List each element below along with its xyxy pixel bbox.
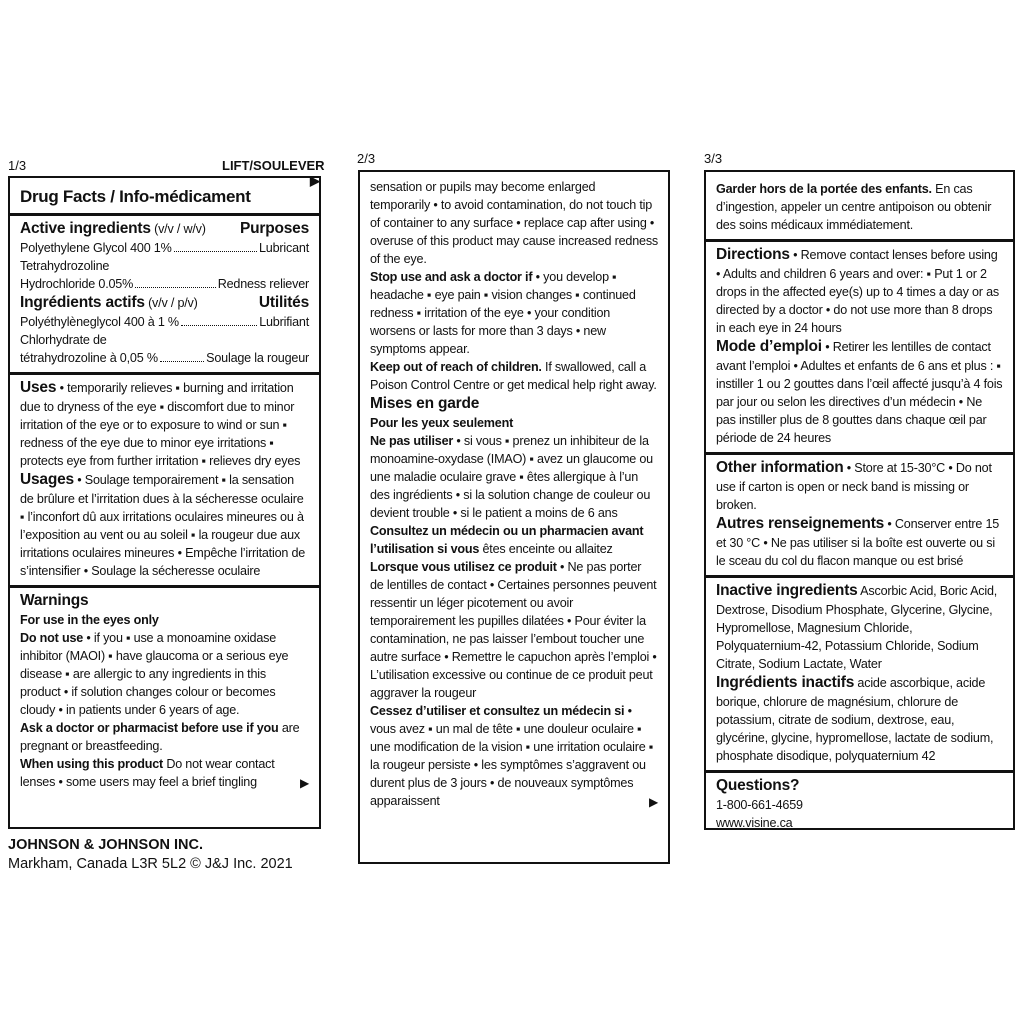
uses-text: • temporarily relieves ▪ burning and irritation due to dryness of the eye ▪ discomfort due to minor irritation of the eye or to exposure to wind or sun ▪ redness of the eye due to minor eye irritations ▪ protects eye from further irritation ▪ relieves dry eyes: [20, 381, 301, 468]
autres-renseignements-heading: Autres renseignements: [716, 515, 885, 532]
directions-paragraph: [716, 245, 1003, 337]
stop-use-text: • you develop ▪ headache ▪ eye pain ▪ vision changes ▪ continued redness ▪ irritation of the eye • your condition worsens or lasts for more than 3 days • new symptoms appear.: [370, 270, 636, 356]
uses-paragraph: [20, 378, 309, 470]
warnings-section: [10, 588, 319, 796]
garder-text: En cas d’ingestion, appeler un centre antipoison ou obtenir des soins médicaux immédiatement.: [716, 182, 992, 232]
lorsque-text: • Ne pas porter de lentilles de contact • Certaines personnes peuvent ressentir un léger picotement ou avoir temporairement les pupilles dilatées • Pour éviter la contamination, ne pas laisser l’embout toucher une autre surface • Remettre le capuchon après l’emploi • L’utilisation excessive ou continue de ce produit peut aggraver la rougeur: [370, 560, 657, 700]
active-ingredients-heading: Active ingredients: [20, 220, 151, 237]
uses-section: [10, 375, 319, 588]
warnings-continued-section: [360, 172, 668, 815]
questions-section: [706, 773, 1013, 837]
warnings-heading: Warnings: [20, 592, 89, 609]
ingredient-purpose: Lubricant: [258, 241, 309, 255]
when-using-label: When using this product: [20, 757, 164, 771]
mode-emploi-paragraph: [716, 337, 1003, 447]
do-not-use-paragraph: [20, 629, 309, 719]
ask-doctor-label: Ask a doctor or pharmacist before use if you: [20, 721, 279, 735]
ingredient-row: [20, 275, 309, 293]
ingredients-inactifs-paragraph: [716, 673, 1003, 765]
directions-text: • Remove contact lenses before using • Adults and children 6 years and over: ▪ Put 1 or 2 drops in the affected eye(s) up to 4 times a day or as directed by a doctor • do not use more than 8 drops in each eye in 24 hours: [716, 248, 999, 335]
actifs-header-row: [20, 293, 309, 313]
ingredients-inactifs-heading: Ingrédients inactifs: [716, 674, 855, 691]
ingredient-name: Polyethylene Glycol 400 1%: [20, 241, 172, 255]
do-not-use-text: • if you ▪ use a monoamine oxidase inhibitor (MAOI) ▪ have glaucoma or a serious eye disease ▪ are allergic to any ingredients in this product • if solution changes colour or becomes cloudy • in patients under 6 years of age.: [20, 631, 289, 717]
directions-section: [706, 242, 1013, 455]
company-name: JOHNSON & JOHNSON INC.: [8, 837, 203, 853]
ingredients-inactifs-text: acide ascorbique, acide borique, chlorure de magnésium, chlorure de potassium, citrate de sodium, dextrose, eau, glycérine, glycine, hypromellose, lactate de sodium, phosphate disodique, polyquaternium 42: [716, 676, 994, 763]
drug-facts-panel-1: [8, 176, 321, 829]
ask-doctor-paragraph: [20, 719, 309, 755]
yeux-seulement-note: Pour les yeux seulement: [370, 416, 514, 430]
questions-heading: Questions?: [716, 777, 800, 794]
ingredient-purpose: Lubrifiant: [259, 315, 309, 329]
ingredient-purpose: Soulage la rougeur: [206, 351, 309, 365]
ingredient-purpose: Redness reliever: [217, 277, 309, 291]
company-address: Markham, Canada L3R 5L2 © J&J Inc. 2021: [8, 856, 293, 872]
page-number-2: 2/3: [357, 151, 376, 166]
when-using-paragraph: [20, 755, 309, 791]
page-number-3: 3/3: [704, 151, 723, 166]
autres-renseignements-text: • Conserver entre 15 et 30 °C • Ne pas utiliser si la boîte est ouverte ou si le sceau du col du flacon manque ou est brisé: [716, 517, 1000, 568]
website-url: www.visine.ca: [716, 816, 793, 830]
drug-facts-title: Drug Facts / Info-médicament: [20, 187, 251, 206]
lorsque-label: Lorsque vous utilisez ce produit: [370, 560, 557, 574]
usages-paragraph: [20, 470, 309, 580]
autres-renseignements-paragraph: [716, 514, 1003, 570]
consultez-paragraph: [370, 522, 658, 558]
usages-text: • Soulage temporairement ▪ la sensation de brûlure et l’irritation dues à la sécheresse oculaire ▪ l’inconfort dû aux irritations oculaires mineures ou à l’exposition au vent ou au soleil ▪ la rougeur due aux irritations oculaires mineures • Empêche l’irritation de s’intensifier • Soulage la sécheresse oculaire: [20, 473, 306, 578]
keep-out-paragraph: [370, 358, 658, 394]
phone-number: 1-800-661-4659: [716, 798, 803, 812]
ingredients-actifs-heading: Ingrédients actifs: [20, 294, 145, 311]
stop-use-label: Stop use and ask a doctor if: [370, 270, 533, 284]
active-ingredients-section: [10, 216, 319, 375]
stop-use-paragraph: [370, 268, 658, 358]
utilites-heading: Utilités: [258, 294, 309, 311]
inactive-ingredients-text: Ascorbic Acid, Boric Acid, Dextrose, Disodium Phosphate, Glycerine, Glycine, Hypromellose, Magnesium Chloride, Polyquaternium-42, Potassium Chloride, Sodium Citrate, Sodium Lactate, Water: [716, 584, 998, 671]
uses-heading: Uses: [20, 379, 57, 396]
title-section: [10, 178, 319, 216]
directions-heading: Directions: [716, 246, 790, 263]
other-information-text: • Store at 15-30°C • Do not use if carton is open or neck band is missing or broken.: [716, 461, 992, 512]
ask-doctor-text: are pregnant or breastfeeding.: [20, 721, 300, 753]
inactive-ingredients-section: [706, 578, 1013, 773]
consultez-label: Consultez un médecin ou un pharmacien avant l’utilisation si vous: [370, 524, 644, 556]
lift-label: LIFT/SOULEVER ▶: [222, 158, 325, 188]
drug-facts-panel-2: [358, 170, 670, 864]
cessez-text: • vous avez ▪ un mal de tête ▪ une douleur oculaire ▪ une modification de la vision ▪ une irritation oculaire ▪ la rougeur persiste • les symptômes s’aggravent ou durent plus de 3 jours • de nouveaux symptômes apparaissent: [370, 704, 654, 808]
keep-out-label: Keep out of reach of children.: [370, 360, 542, 374]
ingredient-name-line: Chlorhydrate de: [20, 333, 107, 347]
ingredient-row: [20, 239, 309, 257]
continue-arrow-icon: ▶: [299, 776, 309, 790]
ingredient-name: tétrahydrozoline à 0,05 %: [20, 351, 158, 365]
mode-emploi-text: • Retirer les lentilles de contact avant l’emploi • Adultes et enfants de 6 ans et plus : ▪ instiller 1 ou 2 gouttes dans l’œil affecté jusqu’à 4 fois par jour ou selon les directives d’un médecin • Ne pas instiller plus de 8 gouttes dans chaque œil par période de 24 heures: [716, 340, 1003, 445]
garder-label: Garder hors de la portée des enfants.: [716, 182, 932, 196]
ingredient-name: Polyéthylèneglycol 400 à 1 %: [20, 315, 179, 329]
mises-en-garde-heading: Mises en garde: [370, 395, 480, 412]
eyes-only-note: For use in the eyes only: [20, 613, 159, 627]
usages-heading: Usages: [20, 471, 74, 488]
mode-emploi-heading: Mode d’emploi: [716, 338, 822, 355]
keep-out-text: If swallowed, call a Poison Control Centre or get medical help right away.: [370, 360, 657, 392]
other-information-paragraph: [716, 458, 1003, 514]
ne-pas-utiliser-paragraph: [370, 432, 658, 522]
consultez-text: êtes enceinte ou allaitez: [479, 542, 613, 556]
inactive-ingredients-heading: Inactive ingredients: [716, 582, 858, 599]
purposes-heading: Purposes: [239, 220, 309, 237]
inactive-ingredients-paragraph: [716, 581, 1003, 673]
when-using-text: Do not wear contact lenses • some users may feel a brief tingling: [20, 757, 275, 789]
ne-pas-utiliser-label: Ne pas utiliser: [370, 434, 454, 448]
cessez-label: Cessez d’utiliser et consultez un médecin si: [370, 704, 625, 718]
active-header-row: [20, 219, 309, 239]
ingredient-row: [20, 313, 309, 331]
drug-facts-panel-3: [704, 170, 1015, 830]
ingredient-name: Hydrochloride 0.05%: [20, 277, 134, 291]
keep-out-fr-section: [706, 172, 1013, 242]
active-units: (v/v / w/v): [154, 222, 206, 236]
continue-arrow-icon: ▶: [648, 795, 658, 809]
other-information-heading: Other information: [716, 459, 844, 476]
ne-pas-utiliser-text: • si vous ▪ prenez un inhibiteur de la monoamine-oxydase (IMAO) ▪ avez un glaucome ou une maladie oculaire grave ▪ êtes allergique à l’un des ingrédients • si la solution change de couleur ou devient trouble • si le patient a moins de 6 ans: [370, 434, 653, 520]
page-number-1: 1/3: [8, 158, 27, 173]
cessez-paragraph: [370, 702, 658, 810]
ingredient-name-line: Tetrahydrozoline: [20, 259, 110, 273]
do-not-use-label: Do not use: [20, 631, 84, 645]
other-information-section: [706, 455, 1013, 578]
actifs-units: (v/v / p/v): [148, 296, 198, 310]
warnings-continued-text: sensation or pupils may become enlarged temporarily • to avoid contamination, do not touch tip of container to any surface • replace cap after using • overuse of this product may cause increased redness of the eye.: [370, 180, 659, 266]
ingredient-row: [20, 349, 309, 367]
lorsque-paragraph: [370, 558, 658, 702]
